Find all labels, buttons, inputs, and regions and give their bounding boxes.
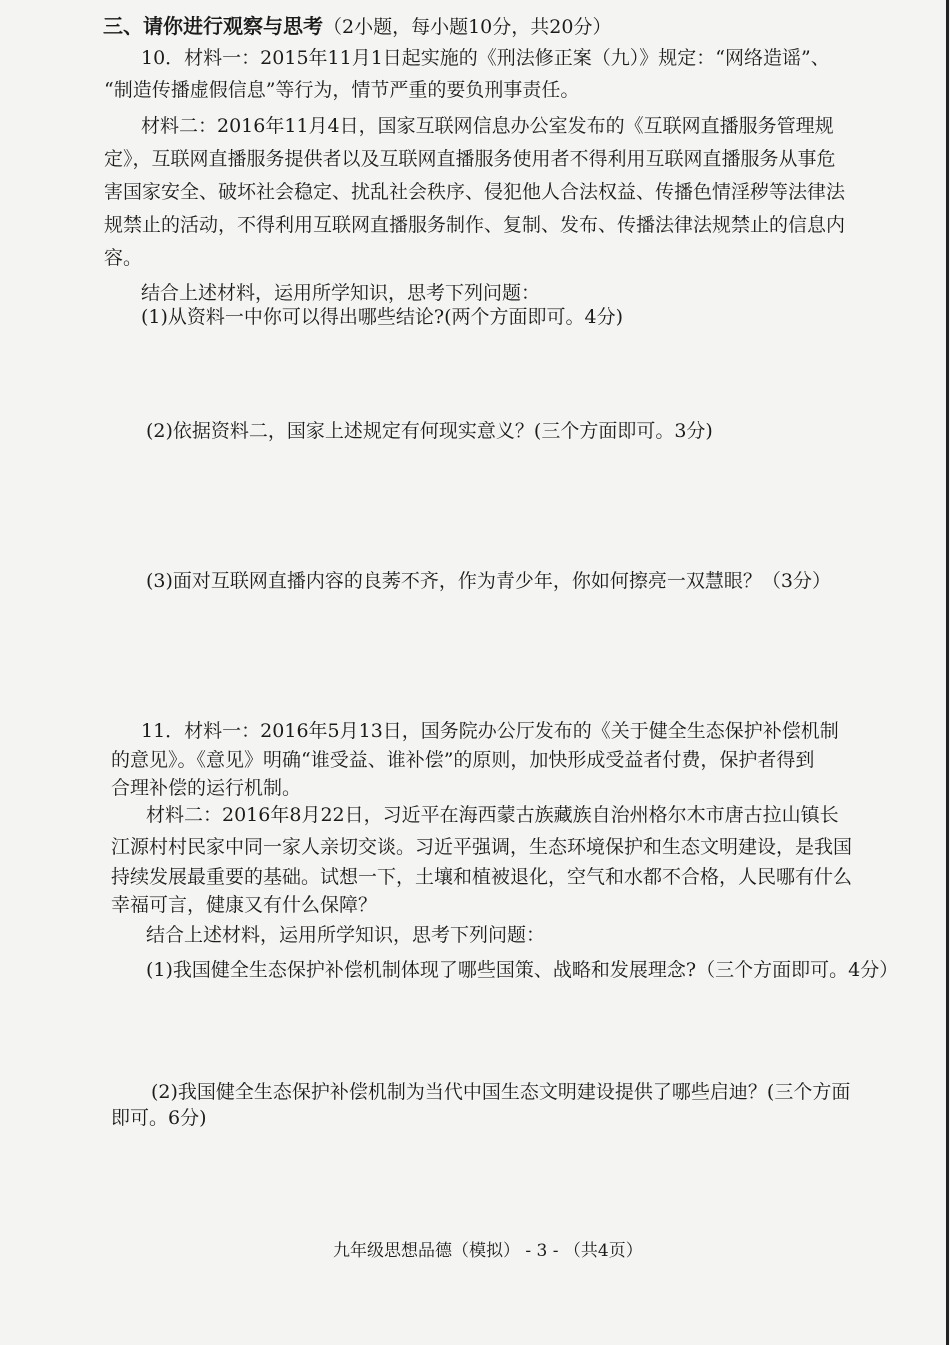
section-score-note: （2小题，每小题10分，共20分） [323,16,612,38]
q10-question-2: (2)依据资料二，国家上述规定有何现实意义？(三个方面即可。3分) [146,420,713,442]
section-heading [103,12,611,41]
q10-material1-line2: “制造传播虚假信息”等行为，情节严重的要负刑事责任。 [104,79,580,101]
q11-material2-line1: 材料二：2016年8月22日，习近平在海西蒙古族藏族自治州格尔木市唐古拉山镇长 [146,804,839,826]
q11-material2-line4: 幸福可言，健康又有什么保障？ [111,894,378,916]
scan-edge [946,0,949,1345]
q11-material2-line2: 江源村村民家中同一家人亲切交谈。习近平强调，生态环境保护和生态文明建设，是我国 [111,836,853,858]
q11-material1-line1: 11．材料一：2016年5月13日，国务院办公厅发布的《关于健全生态保护补偿机制 [141,720,839,742]
q10-material1-line1: 10．材料一：2015年11月1日起实施的《刑法修正案（九）》规定：“网络造谣”、 [141,47,830,69]
q11-question-2-line1: (2)我国健全生态保护补偿机制为当代中国生态文明建设提供了哪些启迪？(三个方面 [151,1081,851,1103]
q10-material2-line3: 害国家安全、破坏社会稳定、扰乱社会秩序、侵犯他人合法权益、传播色情淫秽等法律法 [104,181,846,203]
q11-prompt: 结合上述材料，运用所学知识，思考下列问题： [146,924,546,946]
q10-question-3: (3)面对互联网直播内容的良莠不齐，作为青少年，你如何擦亮一双慧眼？（3分） [146,570,832,592]
q10-material2-line1: 材料二：2016年11月4日，国家互联网信息办公室发布的《互联网直播服务管理规 [141,115,834,137]
q10-material2-line4: 规禁止的活动，不得利用互联网直播服务制作、复制、发布、传播法律法规禁止的信息内 [104,214,846,236]
section-title: 三、请你进行观察与思考 [103,14,323,38]
q11-question-2-line2: 即可。6分) [111,1107,207,1129]
q11-material1-line2: 的意见》。《意见》明确“谁受益、谁补偿”的原则，加快形成受益者付费，保护者得到 [111,749,815,771]
q11-material2-line3: 持续发展最重要的基础。试想一下，土壤和植被退化，空气和水都不合格，人民哪有什么 [111,866,853,888]
q11-material1-line3: 合理补偿的运行机制。 [111,777,302,799]
page-footer: 九年级思想品德（模拟） - 3 - （共4页） [333,1241,643,1261]
q10-prompt: 结合上述材料，运用所学知识，思考下列问题： [141,282,541,304]
q11-question-1: (1)我国健全生态保护补偿机制体现了哪些国策、战略和发展理念?（三个方面即可。4分） [146,959,899,981]
q10-material2-line2: 定》，互联网直播服务提供者以及互联网直播服务使用者不得利用互联网直播服务从事危 [104,148,836,170]
q10-material2-line5: 容。 [104,247,143,269]
q10-question-1: (1)从资料一中你可以得出哪些结论?(两个方面即可。4分) [141,306,624,328]
